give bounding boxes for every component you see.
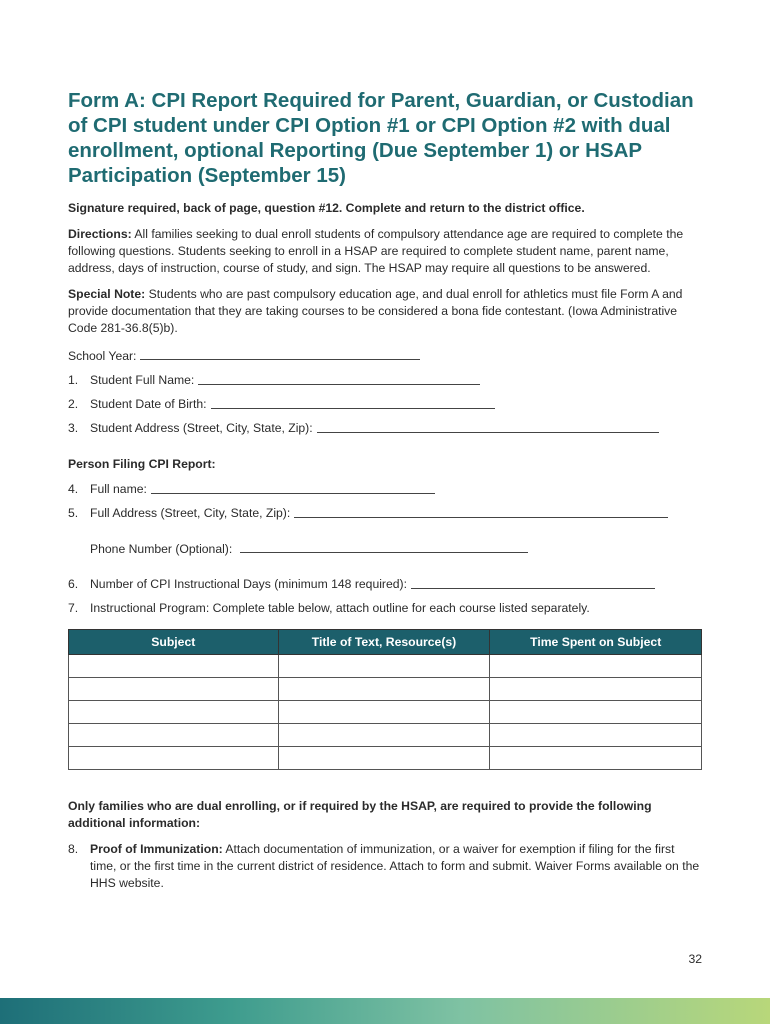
student-dob-row [68,396,704,413]
student-address-row [68,420,704,437]
instructional-program-label: Instructional Program: Complete table below, attach outline for each course listed separately. [90,601,590,615]
student-full-name-field[interactable] [198,372,480,385]
table-header-row [69,630,702,655]
title-cell[interactable] [278,747,490,770]
title-cell[interactable] [278,655,490,678]
instructional-days-label: Number of CPI Instructional Days (minimum 148 required): [90,577,407,591]
page-number: 32 [688,952,702,966]
immunization-text: Attach documentation of immunization, or a waiver for exemption if filing for the first time, or the first time in the current district of residence. Attach to form and submit. Waiver Forms available on the HHS website. [90,842,700,890]
table-row [69,655,702,678]
table-row [69,747,702,770]
table-row [69,701,702,724]
subject-cell[interactable] [69,701,279,724]
table-row [69,724,702,747]
time-cell[interactable] [490,701,702,724]
instructional-program-row [68,600,704,617]
signature-required-note: Signature required, back of page, question #12. Complete and return to the district office. [68,201,585,215]
student-address-label: Student Address (Street, City, State, Zip): [90,421,313,435]
directions-paragraph [68,226,704,277]
question-number: 7. [68,601,79,615]
table-row [69,678,702,701]
instructional-days-field[interactable] [411,576,655,589]
title-cell[interactable] [278,701,490,724]
question-number: 4. [68,482,79,496]
immunization-lead: Proof of Immunization: [90,842,223,856]
subject-header: Subject [69,630,279,655]
student-full-name-label: Student Full Name: [90,373,195,387]
question-number: 8. [68,842,79,856]
title-cell[interactable] [278,678,490,701]
phone-number-field[interactable] [240,540,528,553]
full-address-label: Full Address (Street, City, State, Zip): [90,506,291,520]
form-page [68,88,704,892]
question-number: 1. [68,373,79,387]
instructional-days-row [68,576,704,593]
special-note-text: Students who are past compulsory education age, and dual enroll for athletics must file Form A and provide documentation that they are taking courses to be considered a bona fide contestant. (Iowa Administrative Code 281-36.8(5)b). [68,287,683,335]
directions-text: All families seeking to dual enroll students of compulsory attendance age are required to complete the following questions. Students seeking to enroll in a HSAP are required to complete student name, parent name, address, days of instruction, course of study, and sign. The HSAP may require all questions to be answered. [68,227,684,275]
phone-number-row [68,540,704,558]
title-cell[interactable] [278,724,490,747]
school-year-row [68,347,704,365]
immunization-item [68,841,704,892]
directions-lead: Directions: [68,227,132,241]
full-name-label: Full name: [90,482,147,496]
question-number: 3. [68,421,79,435]
additional-info-note: Only families who are dual enrolling, or if required by the HSAP, are required to provide the following additional information: [68,799,652,830]
time-cell[interactable] [490,678,702,701]
immunization-paragraph [90,841,704,892]
page-title: Form A: CPI Report Required for Parent, Guardian, or Custodian of CPI student under CPI Option #1 or CPI Option #2 with dual enrollment, optional Reporting (Due September 1) or HSAP Participation (September 15) [68,89,694,187]
footer-gradient-bar [0,998,770,1024]
student-dob-field[interactable] [211,396,495,409]
subject-cell[interactable] [69,678,279,701]
subject-cell[interactable] [69,724,279,747]
student-address-field[interactable] [317,420,659,433]
school-year-label: School Year: [68,349,137,363]
full-name-row [68,481,704,498]
time-spent-header: Time Spent on Subject [490,630,702,655]
special-note-lead: Special Note: [68,287,146,301]
special-note-paragraph [68,286,704,337]
time-cell[interactable] [490,655,702,678]
full-address-field[interactable] [294,505,668,518]
time-cell[interactable] [490,747,702,770]
question-number: 6. [68,577,79,591]
full-address-row [68,505,704,522]
person-filing-heading: Person Filing CPI Report: [68,457,216,471]
phone-number-label: Phone Number (Optional): [90,542,233,556]
instructional-program-table [68,629,702,770]
full-name-field[interactable] [151,481,435,494]
student-dob-label: Student Date of Birth: [90,397,207,411]
subject-cell[interactable] [69,747,279,770]
question-number: 2. [68,397,79,411]
student-full-name-row [68,372,704,389]
subject-cell[interactable] [69,655,279,678]
school-year-field[interactable] [140,347,420,360]
question-number: 5. [68,506,79,520]
time-cell[interactable] [490,724,702,747]
title-of-text-header: Title of Text, Resource(s) [278,630,490,655]
